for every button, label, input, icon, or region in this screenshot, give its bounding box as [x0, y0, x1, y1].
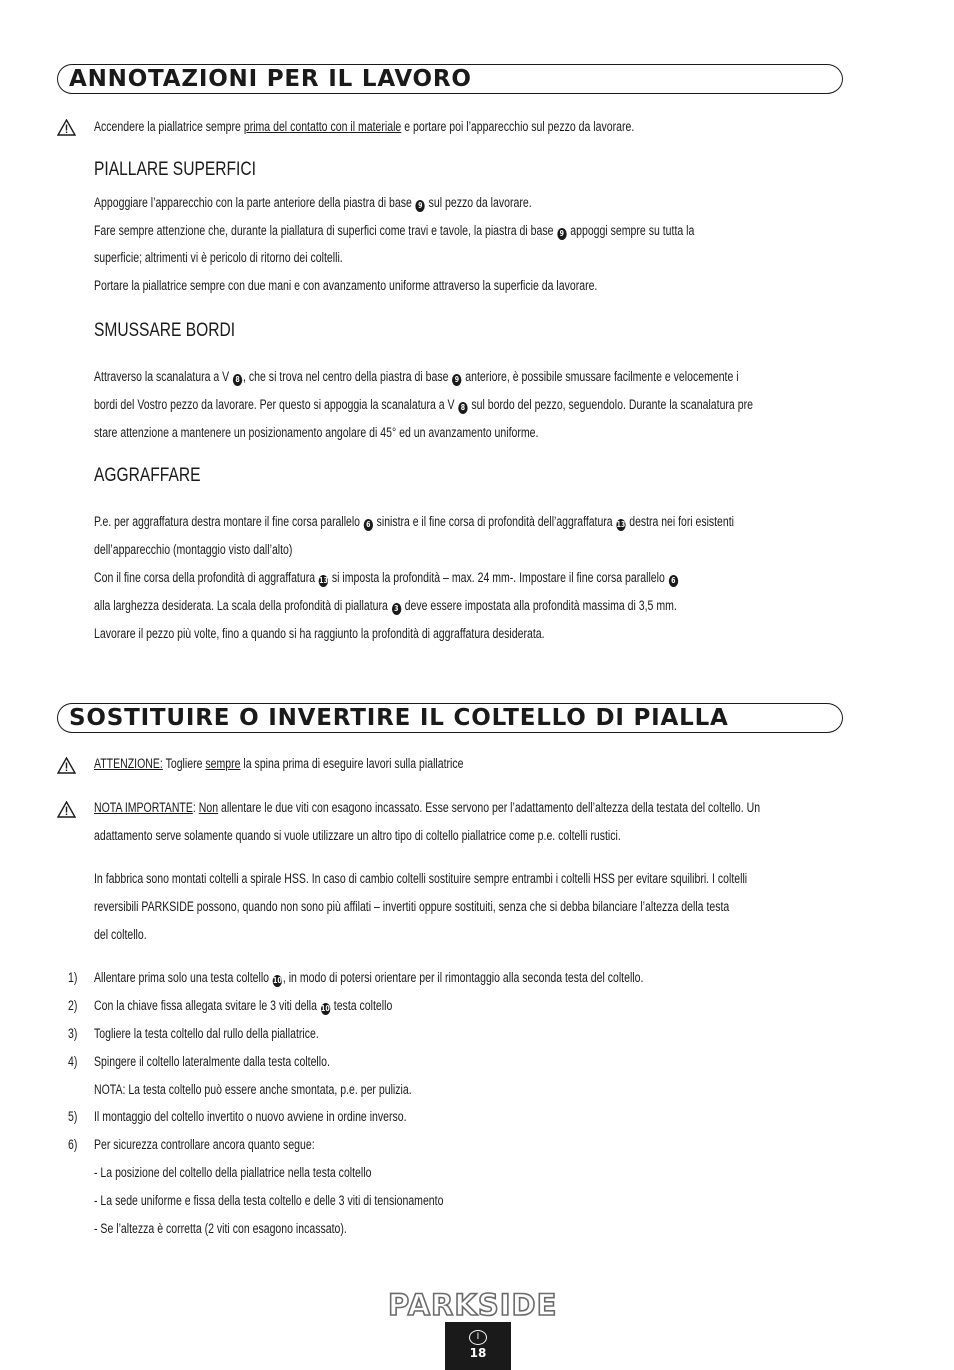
step-text: Con la chiave fissa allegata svitare le 3 viti della 10 testa coltello	[94, 998, 393, 1013]
step-number: 2)	[68, 998, 78, 1013]
step-subitem: - La posizione del coltello della piallatrice nella testa coltello	[94, 1165, 372, 1180]
reference-number-icon: 8	[233, 374, 242, 386]
section-title: SOSTITUIRE O INVERTIRE IL COLTELLO DI PIALLA	[69, 705, 729, 731]
reference-number-icon: 8	[458, 402, 467, 414]
warning-icon	[57, 119, 76, 136]
step-text: Togliere la testa coltello dal rullo della piallatrice.	[94, 1026, 319, 1041]
paragraph-line: Con il fine corsa della profondità di aggraffatura 13 si imposta la profondità – max. 24 mm-. Impostare il fine corsa parallelo 6	[94, 569, 679, 587]
reference-number-icon: 3	[392, 603, 401, 615]
paragraph-line: Lavorare il pezzo più volte, fino a quando si ha raggiunto la profondità di aggraffatura desiderata.	[94, 626, 545, 641]
paragraph-line: Portare la piallatrice sempre con due mani e con avanzamento uniforme attraverso la superficie da lavorare.	[94, 278, 598, 293]
step-note: NOTA: La testa coltello può essere anche smontata, p.e. per pulizia.	[94, 1082, 412, 1097]
paragraph-line: adattamento serve solamente quando si vuole utilizzare un altro tipo di coltello piallatrice come p.e. coltelli rustici.	[94, 828, 621, 843]
paragraph-line: bordi del Vostro pezzo da lavorare. Per questo si appoggia la scanalatura a V 8 sul bordo del pezzo, seguendolo. Durante la scanalatura pre	[94, 397, 753, 412]
step-subitem: - La sede uniforme e fissa della testa coltello e delle 3 viti di tensionamento	[94, 1193, 444, 1208]
step-text: Spingere il coltello lateralmente dalla testa coltello.	[94, 1054, 330, 1069]
nota-importante-text: NOTA IMPORTANTE: Non allentare le due viti con esagono incassato. Esse servono per l’adattamento dell’altezza della testata del coltello. Un	[94, 800, 761, 815]
reference-number-icon: 6	[669, 575, 678, 587]
reference-number-icon: 9	[452, 374, 461, 386]
parkside-logo: PARKSIDE	[388, 1288, 558, 1322]
reference-number-icon: 9	[416, 200, 425, 212]
step-text: Allentare prima solo una testa coltello 10, in modo di potersi orientare per il rimontaggio alla seconda testa del coltello.	[94, 970, 644, 985]
step-number: 3)	[68, 1026, 78, 1041]
step-number: 1)	[68, 970, 78, 985]
paragraph-line: Appoggiare l’apparecchio con la parte anteriore della piastra di base 9 sul pezzo da lavorare.	[94, 195, 532, 210]
section-title: ANNOTAZIONI PER IL LAVORO	[69, 66, 472, 92]
subheading-aggraffare: AGGRAFFARE	[94, 465, 201, 486]
paragraph-line: Attraverso la scanalatura a V 8 , che si trova nel centro della piastra di base 9 anteriore, è possibile smussare facilmente e velocemente i	[94, 369, 739, 384]
attenzione-text: ATTENZIONE: Togliere sempre la spina prima di eseguire lavori sulla piallatrice	[94, 756, 464, 771]
page-number-box	[445, 1322, 511, 1370]
step-number: 6)	[68, 1137, 78, 1152]
step-number: 5)	[68, 1109, 78, 1124]
paragraph-line: P.e. per aggraffatura destra montare il fine corsa parallelo 6 sinistra e il fine corsa di profondità dell’aggraffatura 13 destra nei fori esistenti	[94, 514, 734, 529]
page-number: 18	[469, 1346, 487, 1360]
reference-number-icon: 9	[557, 228, 566, 240]
reference-number-icon: 6	[364, 519, 373, 531]
paragraph-line: reversibili PARKSIDE possono, quando non sono più affilati – invertiti oppure sostituiti, senza che si debba bilanciare l’altezza della testa	[94, 899, 730, 914]
paragraph-line: In fabbrica sono montati coltelli a spirale HSS. In caso di cambio coltelli sostituire sempre entrambi i coltelli HSS per evitare squilibri. I coltelli	[94, 871, 748, 886]
step-subitem: - Se l’altezza è corretta (2 viti con esagono incassato).	[94, 1221, 347, 1236]
step-text: Il montaggio del coltello invertito o nuovo avviene in ordine inverso.	[94, 1109, 407, 1124]
reference-number-icon: 10	[273, 976, 282, 985]
step-number: 4)	[68, 1054, 78, 1069]
warning-icon	[57, 801, 76, 818]
reference-number-icon: 10	[321, 1004, 330, 1013]
warning-icon	[57, 757, 76, 774]
step-text: Per sicurezza controllare ancora quanto segue:	[94, 1137, 315, 1152]
section-header-sostituire	[57, 703, 843, 733]
section-header-annotazioni	[57, 64, 843, 94]
paragraph-line: stare attenzione a mantenere un posizionamento angolare di 45° ed un avanzamento uniforme.	[94, 425, 539, 440]
paragraph-line: dell’apparecchio (montaggio visto dall’alto)	[94, 542, 293, 557]
paragraph-line: superficie; altrimenti vi è pericolo di ritorno dei coltelli.	[94, 250, 343, 265]
paragraph-line: alla larghezza desiderata. La scala della profondità di piallatura 3 deve essere impostata alla profondità massima di 3,5 mm.	[94, 598, 677, 613]
subheading-piallare: PIALLARE SUPERFICI	[94, 159, 256, 180]
reference-number-icon: 13	[319, 576, 328, 585]
warning-text: Accendere la piallatrice sempre prima del contatto con il materiale e portare poi l’apparecchio sul pezzo da lavorare.	[94, 119, 635, 134]
reference-number-icon: 13	[616, 520, 626, 529]
subheading-smussare: SMUSSARE BORDI	[94, 320, 236, 341]
paragraph-line: del coltello.	[94, 927, 147, 942]
paragraph-line: Fare sempre attenzione che, durante la piallatura di superfici come travi e tavole, la piastra di base 9 appoggi sempre su tutta la	[94, 223, 695, 238]
country-code-badge: I	[469, 1330, 487, 1345]
